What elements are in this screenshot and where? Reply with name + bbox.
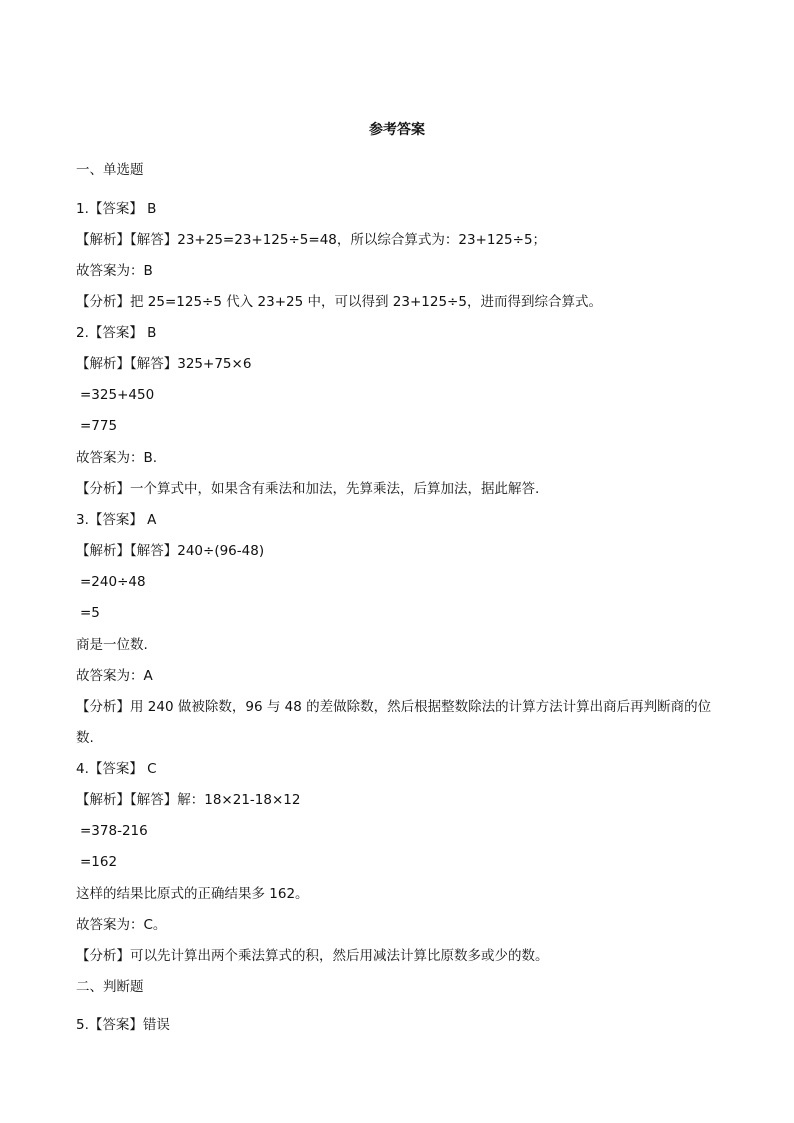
- q1-solution: 【解析】【解答】23+25=23+125÷5=48，所以综合算式为：23+125÷5；: [76, 232, 547, 248]
- q2-conclusion: 故答案为：B.: [76, 450, 158, 466]
- q4-solution: 【解析】【解答】解：18×21-18×12: [76, 792, 301, 808]
- q3-analysis: 【分析】用 240 做被除数，96 与 48 的差做除数，然后根据整数除法的计算方法计算出商后再判断商的位: [76, 699, 712, 715]
- q1-conclusion: 故答案为：B: [76, 263, 153, 279]
- q4-note: 这样的结果比原式的正确结果多 162。: [76, 886, 309, 902]
- q2-analysis: 【分析】一个算式中，如果含有乘法和加法，先算乘法，后算加法，据此解答.: [76, 481, 540, 497]
- q3-solution: 【解析】【解答】240÷(96-48): [76, 543, 265, 559]
- q1-answer: 1.【答案】 B: [76, 201, 157, 217]
- q4-step: =162: [80, 854, 118, 870]
- q4-conclusion: 故答案为：C。: [76, 917, 167, 933]
- q3-step: =240÷48: [80, 574, 146, 590]
- q3-conclusion: 故答案为：A: [76, 668, 153, 684]
- q2-solution: 【解析】【解答】325+75×6: [76, 356, 252, 372]
- q4-answer: 4.【答案】 C: [76, 761, 157, 777]
- section-heading-single-choice: 一、单选题: [76, 162, 144, 178]
- q2-step: =325+450: [80, 387, 155, 403]
- q3-answer: 3.【答案】 A: [76, 512, 157, 528]
- q3-note: 商是一位数.: [76, 637, 148, 653]
- q2-answer: 2.【答案】 B: [76, 325, 157, 341]
- q3-step: =5: [80, 605, 100, 621]
- q4-step: =378-216: [80, 823, 148, 839]
- q1-analysis: 【分析】把 25=125÷5 代入 23+25 中，可以得到 23+125÷5，进而得到综合算式。: [76, 294, 602, 310]
- q5-answer: 5.【答案】错误: [76, 1017, 170, 1033]
- q3-analysis-continued: 数.: [76, 730, 94, 746]
- page-title: 参考答案: [369, 122, 425, 138]
- q2-step: =775: [80, 418, 118, 434]
- q4-analysis: 【分析】可以先计算出两个乘法算式的积，然后用减法计算比原数多或少的数。: [76, 948, 549, 964]
- section-heading-true-false: 二、判断题: [76, 979, 144, 995]
